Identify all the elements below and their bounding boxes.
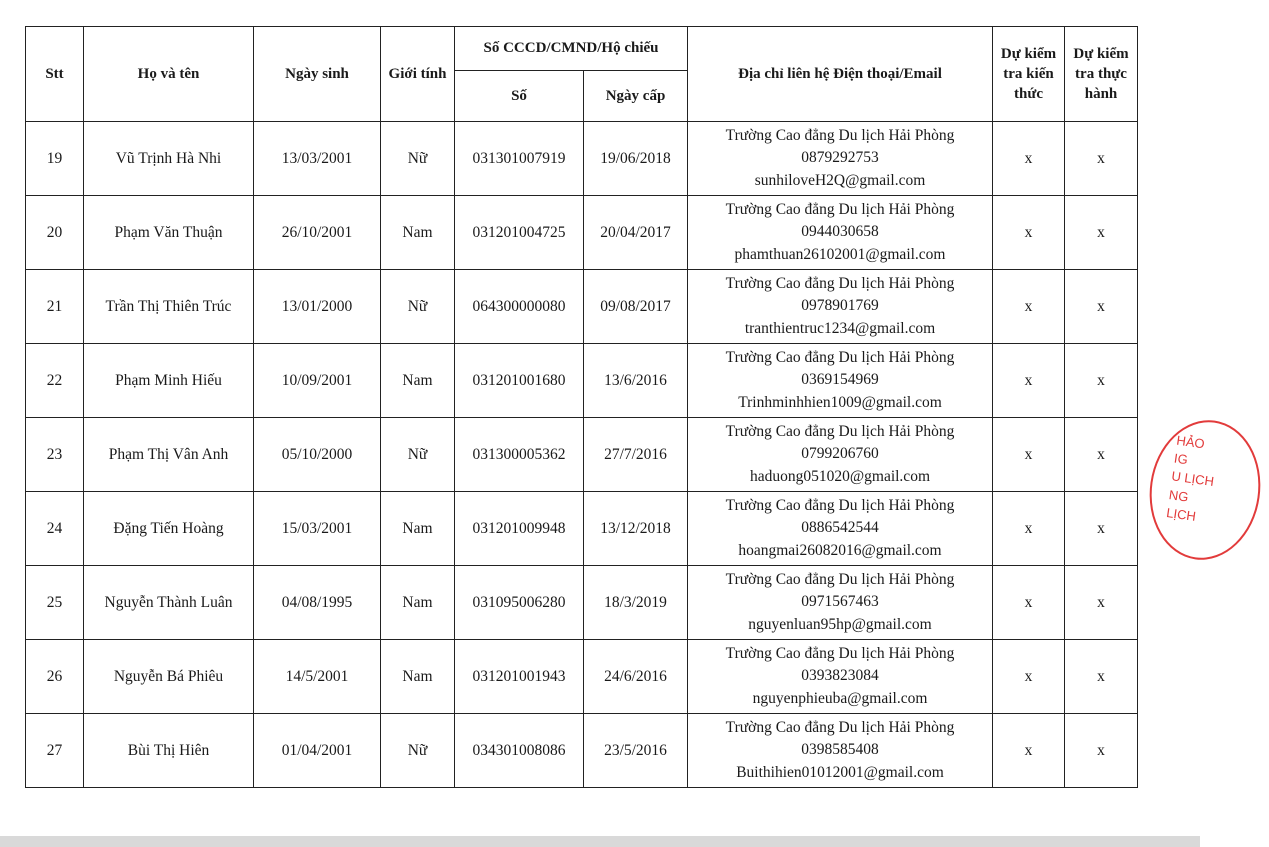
cell-stt: 25 xyxy=(26,566,84,640)
cell-stt: 24 xyxy=(26,492,84,566)
cell-name: Bùi Thị Hiên xyxy=(84,714,254,788)
cell-name: Phạm Thị Vân Anh xyxy=(84,418,254,492)
header-issue-date: Ngày cấp xyxy=(584,71,688,122)
contact-address: Trường Cao đẳng Du lịch Hải Phòng xyxy=(725,570,955,588)
cell-contact xyxy=(688,640,993,714)
cell-practice: x xyxy=(1065,270,1138,344)
table-row xyxy=(26,640,1138,714)
cell-dob: 13/01/2000 xyxy=(254,270,381,344)
cell-theory: x xyxy=(993,270,1065,344)
table-row xyxy=(26,196,1138,270)
cell-id-number: 031201001943 xyxy=(455,640,584,714)
contact-address: Trường Cao đẳng Du lịch Hải Phòng xyxy=(725,348,955,366)
stamp-text: U LỊCH xyxy=(1170,468,1215,490)
header-id-number: Số xyxy=(455,71,584,122)
cell-issue-date: 18/3/2019 xyxy=(584,566,688,640)
cell-dob: 04/08/1995 xyxy=(254,566,381,640)
table-row xyxy=(26,566,1138,640)
contact-email: phamthuan26102001@gmail.com xyxy=(734,245,946,263)
cell-id-number: 034301008086 xyxy=(455,714,584,788)
cell-practice: x xyxy=(1065,714,1138,788)
cell-name: Phạm Văn Thuận xyxy=(84,196,254,270)
contact-email: Trinhminhhien1009@gmail.com xyxy=(738,393,942,411)
contact-phone: 0944030658 xyxy=(801,223,879,241)
cell-gender: Nữ xyxy=(381,714,455,788)
cell-theory: x xyxy=(993,196,1065,270)
contact-email: sunhiloveH2Q@gmail.com xyxy=(754,171,926,189)
cell-contact xyxy=(688,418,993,492)
cell-contact xyxy=(688,122,993,196)
cell-issue-date: 20/04/2017 xyxy=(584,196,688,270)
cell-issue-date: 24/6/2016 xyxy=(584,640,688,714)
cell-theory: x xyxy=(993,122,1065,196)
contact-phone: 0971567463 xyxy=(801,593,879,611)
contact-address: Trường Cao đẳng Du lịch Hải Phòng xyxy=(725,126,955,144)
contact-phone: 0393823084 xyxy=(801,667,879,685)
header-theory: Dự kiểm tra kiến thức xyxy=(993,27,1065,122)
table-row xyxy=(26,418,1138,492)
cell-gender: Nữ xyxy=(381,418,455,492)
cell-practice: x xyxy=(1065,640,1138,714)
stamp-text: NG xyxy=(1168,486,1190,505)
red-seal-stamp xyxy=(1141,413,1269,567)
stamp-text: HẢO xyxy=(1175,432,1206,452)
cell-practice: x xyxy=(1065,492,1138,566)
cell-dob: 15/03/2001 xyxy=(254,492,381,566)
contact-email: tranthientruc1234@gmail.com xyxy=(744,319,936,337)
header-id-group: Số CCCD/CMND/Hộ chiếu xyxy=(455,27,688,71)
cell-practice: x xyxy=(1065,344,1138,418)
cell-issue-date: 23/5/2016 xyxy=(584,714,688,788)
cell-id-number: 031300005362 xyxy=(455,418,584,492)
header-contact: Địa chỉ liên hệ Điện thoại/Email xyxy=(688,27,993,122)
contact-email: nguyenphieuba@gmail.com xyxy=(752,689,928,707)
cell-practice: x xyxy=(1065,418,1138,492)
header-name: Họ và tên xyxy=(84,27,254,122)
contact-phone: 0369154969 xyxy=(801,371,879,389)
cell-contact xyxy=(688,492,993,566)
cell-stt: 23 xyxy=(26,418,84,492)
cell-theory: x xyxy=(993,492,1065,566)
stamp-text: IG xyxy=(1173,450,1189,468)
table-row xyxy=(26,122,1138,196)
cell-name: Vũ Trịnh Hà Nhi xyxy=(84,122,254,196)
cell-dob: 13/03/2001 xyxy=(254,122,381,196)
stamp-text: LỊCH xyxy=(1165,504,1197,524)
candidate-table xyxy=(25,26,1138,788)
cell-gender: Nam xyxy=(381,640,455,714)
cell-stt: 27 xyxy=(26,714,84,788)
cell-practice: x xyxy=(1065,566,1138,640)
cell-theory: x xyxy=(993,344,1065,418)
cell-stt: 22 xyxy=(26,344,84,418)
cell-stt: 19 xyxy=(26,122,84,196)
cell-contact xyxy=(688,714,993,788)
cell-issue-date: 13/6/2016 xyxy=(584,344,688,418)
cell-gender: Nữ xyxy=(381,122,455,196)
contact-address: Trường Cao đẳng Du lịch Hải Phòng xyxy=(725,422,955,440)
header-practice: Dự kiểm tra thực hành xyxy=(1065,27,1138,122)
contact-address: Trường Cao đẳng Du lịch Hải Phòng xyxy=(725,200,955,218)
contact-phone: 0978901769 xyxy=(801,297,879,315)
cell-dob: 01/04/2001 xyxy=(254,714,381,788)
header-stt: Stt xyxy=(26,27,84,122)
contact-address: Trường Cao đẳng Du lịch Hải Phòng xyxy=(725,496,955,514)
cell-dob: 05/10/2000 xyxy=(254,418,381,492)
cell-contact xyxy=(688,196,993,270)
cell-id-number: 031095006280 xyxy=(455,566,584,640)
header-dob: Ngày sinh xyxy=(254,27,381,122)
contact-address: Trường Cao đẳng Du lịch Hải Phòng xyxy=(725,274,955,292)
table-row xyxy=(26,714,1138,788)
cell-issue-date: 27/7/2016 xyxy=(584,418,688,492)
table-body xyxy=(26,122,1138,788)
contact-email: hoangmai26082016@gmail.com xyxy=(738,541,942,559)
cell-contact xyxy=(688,270,993,344)
cell-contact xyxy=(688,344,993,418)
cell-stt: 26 xyxy=(26,640,84,714)
cell-issue-date: 13/12/2018 xyxy=(584,492,688,566)
table-row xyxy=(26,344,1138,418)
contact-email: Buithihien01012001@gmail.com xyxy=(736,763,944,781)
contact-address: Trường Cao đẳng Du lịch Hải Phòng xyxy=(725,644,955,662)
contact-email: haduong051020@gmail.com xyxy=(749,467,930,485)
cell-theory: x xyxy=(993,566,1065,640)
page-edge xyxy=(0,836,1200,847)
cell-name: Trần Thị Thiên Trúc xyxy=(84,270,254,344)
cell-dob: 26/10/2001 xyxy=(254,196,381,270)
cell-practice: x xyxy=(1065,122,1138,196)
cell-name: Phạm Minh Hiếu xyxy=(84,344,254,418)
cell-id-number: 031201004725 xyxy=(455,196,584,270)
cell-dob: 10/09/2001 xyxy=(254,344,381,418)
cell-dob: 14/5/2001 xyxy=(254,640,381,714)
cell-id-number: 031301007919 xyxy=(455,122,584,196)
cell-name: Nguyễn Thành Luân xyxy=(84,566,254,640)
contact-email: nguyenluan95hp@gmail.com xyxy=(748,615,932,633)
cell-id-number: 031201001680 xyxy=(455,344,584,418)
cell-theory: x xyxy=(993,640,1065,714)
contact-phone: 0886542544 xyxy=(801,519,879,537)
cell-stt: 21 xyxy=(26,270,84,344)
cell-gender: Nam xyxy=(381,492,455,566)
cell-issue-date: 09/08/2017 xyxy=(584,270,688,344)
cell-gender: Nữ xyxy=(381,270,455,344)
header-gender: Giới tính xyxy=(381,27,455,122)
cell-id-number: 031201009948 xyxy=(455,492,584,566)
cell-issue-date: 19/06/2018 xyxy=(584,122,688,196)
cell-name: Nguyễn Bá Phiêu xyxy=(84,640,254,714)
cell-gender: Nam xyxy=(381,344,455,418)
cell-practice: x xyxy=(1065,196,1138,270)
cell-contact xyxy=(688,566,993,640)
cell-theory: x xyxy=(993,418,1065,492)
cell-theory: x xyxy=(993,714,1065,788)
contact-address: Trường Cao đẳng Du lịch Hải Phòng xyxy=(725,718,955,736)
cell-name: Đặng Tiến Hoàng xyxy=(84,492,254,566)
contact-phone: 0799206760 xyxy=(801,445,879,463)
cell-gender: Nam xyxy=(381,566,455,640)
cell-gender: Nam xyxy=(381,196,455,270)
contact-phone: 0398585408 xyxy=(801,741,879,759)
table-row xyxy=(26,492,1138,566)
cell-stt: 20 xyxy=(26,196,84,270)
table-row xyxy=(26,270,1138,344)
cell-id-number: 064300000080 xyxy=(455,270,584,344)
contact-phone: 0879292753 xyxy=(801,149,879,167)
